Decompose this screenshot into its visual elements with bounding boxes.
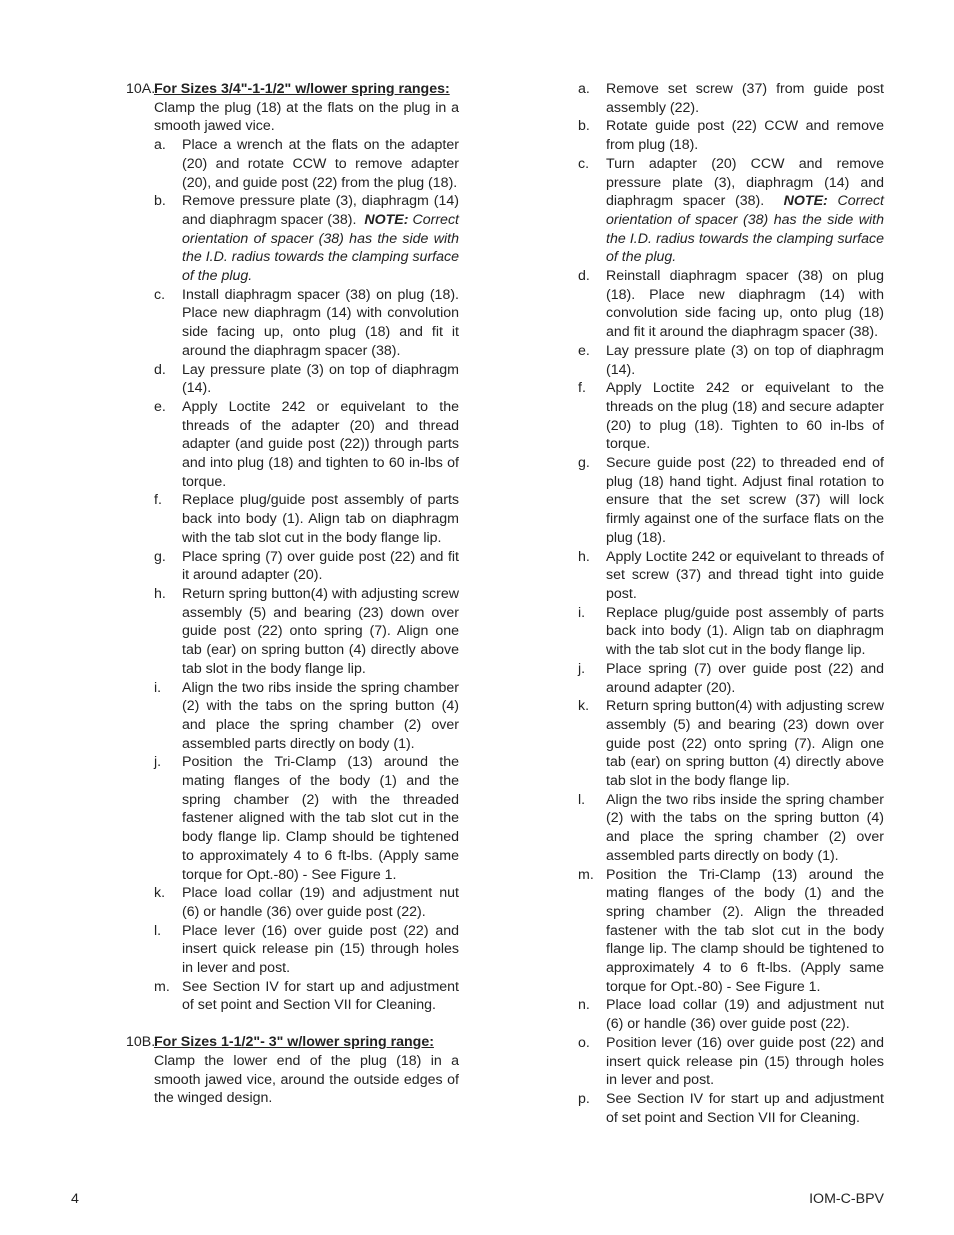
step-text: Place a wrench at the flats on the adapter (20) and rotate CCW to remove adapter (20), and guide post (22) from the plug (18). — [182, 137, 459, 191]
step-10a-j — [154, 753, 459, 884]
step-text: Rotate guide post (22) CCW and remove from plug (18). — [606, 118, 884, 154]
section-10b-intro: Clamp the lower end of the plug (18) in a smooth jawed vice, around the outside edges of the winged design. — [154, 1052, 459, 1107]
step-letter: j. — [578, 660, 586, 677]
step-text: Lay pressure plate (3) on top of diaphragm (14). — [606, 342, 884, 378]
note-text: Correct orientation of spacer (38) has the side with the I.D. radius towards the clamping surface of the plug. — [182, 211, 459, 285]
step-10b-m — [578, 866, 884, 997]
step-letter: p. — [578, 1090, 590, 1107]
section-10b-number: 10B. — [126, 1034, 156, 1051]
step-10a-d — [154, 361, 459, 398]
step-letter: k. — [578, 698, 590, 715]
step-10b-e — [578, 342, 884, 379]
step-text: Position the Tri-Clamp (13) around the mating flanges of the body (1) and the spring chamber (2). Align the threaded fastener with the tab slot cut in the body flange lip. The clamp should be tightened to approximately 4 to 6 ft-lbs. (Apply same torque for Opt.-80) - See Figure 1. — [606, 866, 884, 995]
step-10b-l — [578, 791, 884, 866]
step-text: Place spring (7) over guide post (22) and around adapter (20). — [606, 660, 884, 696]
step-10b-k — [578, 697, 884, 791]
step-letter: h. — [578, 548, 590, 565]
step-10a-l — [154, 922, 459, 978]
step-text: Install diaphragm spacer (38) on plug (18). Place new diaphragm (14) with convolution side facing up, onto plug (18) and fit it around the diaphragm spacer (38). — [182, 286, 459, 359]
step-text: Apply Loctite 242 or equivelant to threads of set screw (37) and thread tight into guide post. — [606, 548, 884, 602]
step-letter: g. — [154, 548, 166, 565]
section-10b-title: For Sizes 1-1/2"- 3" w/lower spring range: — [154, 1034, 434, 1051]
step-text: See Section IV for start up and adjustment of set point and Section VII for Cleaning. — [182, 978, 459, 1014]
step-letter: i. — [578, 604, 586, 621]
step-10b-n — [578, 996, 884, 1033]
step-letter: j. — [154, 754, 162, 771]
step-letter: f. — [578, 380, 586, 397]
step-10a-m — [154, 978, 459, 1015]
step-10b-b — [578, 117, 884, 154]
step-text: Secure guide post (22) to threaded end of plug (18) hand tight. Adjust final rotation to ensure that the set screw (37) will lock firmly against one of the surface flats on the plug (18). — [606, 455, 884, 546]
step-10b-i — [578, 604, 884, 660]
step-text: Align the two ribs inside the spring chamber (2) with the tabs on the spring button (4) and place the spring chamber (2) over assembled parts directly on body (1). — [606, 791, 884, 864]
step-10a-f — [154, 491, 459, 547]
step-letter: c. — [578, 155, 590, 172]
step-letter: a. — [154, 137, 166, 154]
step-letter: k. — [154, 885, 166, 902]
step-text: Apply Loctite 242 or equivelant to the threads of the adapter (20) and thread adapter (and guide post (22)) through parts and into plug (18) and tighten to 60 in-lbs of torque. — [182, 398, 459, 490]
step-letter: i. — [154, 679, 162, 696]
step-text: Return spring button(4) with adjusting screw assembly (5) and bearing (23) down over guide post (22) onto spring (7). Align one tab (ear) on spring button (4) directly above tab slot in the body flange lip. — [182, 585, 459, 677]
step-text: Place spring (7) over guide post (22) and fit it around adapter (20). — [182, 548, 459, 584]
step-letter: e. — [578, 342, 590, 359]
step-10a-k — [154, 884, 459, 921]
step-text: Replace plug/guide post assembly of parts back into body (1). Align tab on diaphragm with the tab slot cut in the body flange lip. — [182, 492, 459, 546]
step-letter: a. — [578, 81, 590, 97]
step-letter: f. — [154, 492, 162, 509]
step-10a-g — [154, 548, 459, 585]
step-text: Position the Tri-Clamp (13) around the mating flanges of the body (1) and the spring chamber (2) with the threaded fastener aligned with the tab slot cut in the body flange lip. Clamp should be tightened to approximately 4 to 6 ft-lbs. (Apply same torque for Opt.-80) - See Figure 1. — [182, 754, 459, 883]
step-text: Reinstall diaphragm spacer (38) on plug (18). Place new diaphragm (14) with convolution side facing up, onto plug (18) and fit it around the diaphragm spacer (38). — [606, 268, 884, 341]
step-text: See Section IV for start up and adjustment of set point and Section VII for Cleaning. — [606, 1090, 884, 1126]
step-letter: l. — [154, 922, 162, 939]
step-letter: o. — [578, 1034, 590, 1051]
step-10b-j — [578, 660, 884, 697]
step-10a-a — [154, 136, 459, 192]
step-letter: c. — [154, 286, 166, 303]
note-text: Correct orientation of spacer (38) has the side with the I.D. radius towards the clamping surface of the plug. — [606, 193, 884, 266]
step-10b-g — [578, 454, 884, 548]
step-letter: m. — [154, 978, 170, 995]
right-column — [578, 80, 884, 1127]
step-letter: n. — [578, 997, 590, 1014]
step-text: Lay pressure plate (3) on top of diaphragm (14). — [182, 361, 459, 397]
step-letter: h. — [154, 585, 166, 602]
step-text: Remove pressure plate (3), diaphragm (14) and diaphragm spacer (38). — [182, 193, 459, 228]
step-10a-i — [154, 679, 459, 754]
step-10b-f — [578, 379, 884, 454]
step-text: Replace plug/guide post assembly of parts back into body (1). Align tab on diaphragm with the tab slot cut in the body flange lip. — [606, 604, 884, 659]
step-10b-a — [578, 80, 884, 117]
section-10a-heading — [126, 80, 459, 99]
step-letter: l. — [578, 791, 586, 808]
step-10a-b — [154, 192, 459, 286]
step-text-with-note — [606, 155, 884, 267]
section-10a-number: 10A. — [126, 81, 156, 97]
step-letter: m. — [578, 866, 594, 883]
step-text: Apply Loctite 242 or equivelant to the threads on the plug (18) and secure adapter (20) to plug (18). Tighten to 60 in-lbs of torque. — [606, 380, 884, 453]
step-10b-p — [578, 1090, 884, 1127]
step-text: Turn adapter (20) CCW and remove pressure plate (3), diaphragm (14) and diaphragm spacer (38). — [606, 155, 884, 210]
step-letter: b. — [154, 193, 166, 210]
step-10b-h — [578, 548, 884, 604]
section-10a-intro: Clamp the plug (18) at the flats on the plug in a smooth jawed vice. — [154, 99, 459, 135]
step-text: Align the two ribs inside the spring chamber (2) with the tabs on the spring button (4) and place the spring chamber (2) over assembled parts directly on body (1). — [182, 679, 459, 752]
note-label: NOTE: — [783, 193, 828, 210]
step-text: Return spring button(4) with adjusting screw assembly (5) and bearing (23) down over guide post (22) onto spring (7). Align one tab (ear) on spring button (4) directly above tab slot in the body flange lip. — [606, 698, 884, 790]
document-code: IOM-C-BPV — [809, 1191, 884, 1207]
step-text: Remove set screw (37) from guide post assembly (22). — [606, 81, 884, 116]
step-10a-h — [154, 585, 459, 679]
step-text-with-note — [182, 192, 459, 286]
step-text: Place load collar (19) and adjustment nut (6) or handle (36) over guide post (22). — [182, 885, 459, 920]
step-letter: g. — [578, 455, 590, 472]
section-10b-heading — [126, 1033, 459, 1052]
step-10b-c — [578, 155, 884, 267]
step-10b-d — [578, 267, 884, 342]
step-text: Position lever (16) over guide post (22) and insert quick release pin (15) through holes in lever and post. — [606, 1034, 884, 1089]
section-10a-title: For Sizes 3/4"-1-1/2" w/lower spring ranges: — [154, 81, 450, 97]
note-label: NOTE: — [364, 211, 409, 228]
page-number: 4 — [71, 1191, 79, 1207]
step-letter: d. — [578, 268, 590, 285]
step-letter: e. — [154, 398, 166, 415]
step-letter: b. — [578, 118, 590, 135]
step-text: Place load collar (19) and adjustment nut (6) or handle (36) over guide post (22). — [606, 997, 884, 1033]
step-text: Place lever (16) over guide post (22) and insert quick release pin (15) through holes in lever and post. — [182, 922, 459, 977]
step-letter: d. — [154, 361, 166, 378]
step-10a-c — [154, 286, 459, 361]
section-spacer — [126, 1015, 459, 1033]
left-column — [126, 80, 459, 1108]
step-10a-e — [154, 398, 459, 492]
step-10b-o — [578, 1034, 884, 1090]
